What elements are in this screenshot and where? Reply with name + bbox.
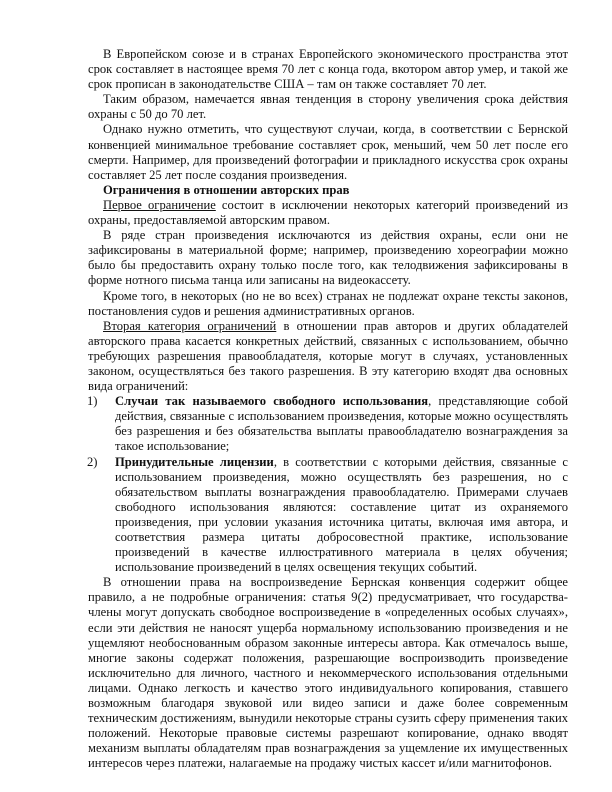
first-limitation-text: состоит в исключении некоторых категорий произведений из охраны, предоставляемой авторским правом. [88, 197, 568, 228]
list-item-text: , в соответствии с которыми действия, связанные с использованием произведения, можно осуществлять без разрешения, но с обязательством выплаты вознаграждения правообладателю. Примерами случаев свободного использования являются: составление цитат из охраняемого произведения, при условии указания источника цитаты, включая имя автора, и соответствия размера цитаты добросовестной практике, использование произведений в качестве иллюстративного материала в целях обучения; использование произведений в целях освещения текущих событий. [115, 454, 568, 575]
second-limitation-text: в отношении прав авторов и других обладателей авторского права касается конкретных действий, связанных с использованием, обычно требующих разрешения правообладателя, которые могут в случаях, установленных законом, осуществляться без такого разрешения. В эту категорию входят два основных вида ограничений: [88, 318, 568, 394]
second-limitation-term: Вторая категория ограничений [103, 318, 277, 333]
paragraph-first-limitation [88, 198, 568, 228]
list-item-number: 2) [87, 454, 98, 469]
paragraph-laws-excluded: Кроме того, в некоторых (но не во всех) странах не подлежат охране тексты законов, постановления судов и решения административных органов. [88, 288, 568, 318]
list-item-text: , представляющие собой действия, связанные с использованием произведения, которые можно осуществлять без разрешения и без обязательства выплаты правообладателю вознаграждения за такое использование; [115, 394, 568, 454]
limitations-list [88, 394, 568, 575]
section-heading: Ограничения в отношении авторских прав [103, 182, 350, 197]
paragraph-material-form: В ряде стран произведения исключаются из действия охраны, если они не зафиксированы в материальной форме; например, произведению хореографии можно было бы предоставить охрану только после того, как телодвижения зафиксированы в форме нотного письма танца или записаны на видеокассету. [88, 228, 568, 288]
first-limitation-term: Первое ограничение [103, 197, 216, 212]
list-item-number: 1) [87, 394, 98, 409]
list-item [88, 455, 568, 576]
list-item [88, 394, 568, 454]
list-item-term: Случаи так называемого свободного использования [115, 394, 429, 409]
paragraph-eu-term: В Европейском союзе и в странах Европейского экономического пространства этот срок составляет в настоящее время 70 лет с конца года, вкотором автор умер, и такой же срок прописан в законодательстве США – там он также составляет 70 лет. [88, 47, 568, 92]
paragraph-berne-exceptions: Однако нужно отметить, что существуют случаи, когда, в соответствии с Бернской конвенцией минимальное требование составляет срок, меньший, чем 50 лет после его смерти. Например, для произведений фотографии и прикладного искусства срок охраны составляет 25 лет после создания произведения. [88, 122, 568, 182]
paragraph-reproduction-right: В отношении права на воспроизведение Бернская конвенция содержит общее правило, а не подробные ограничения: статья 9(2) предусматривает, что государства-члены могут допускать свободное воспроизведение в «определенных особых случаях», если эти действия не наносят ущерба нормальному использованию произведения и не ущемляют необоснованным образом законные интересы автора. Как отмечалось выше, многие законы содержат положения, разрешающие воспроизводить произведение исключительно для личного, частного и некоммерческого использования отдельными лицами. Однако легкость и качество этого индивидуального копирования, ставшего возможным благодаря звуковой или видео записи и даже более современным техническим достижениям, вынудили некоторые страны сузить сферу применения таких положений. Некоторые правовые системы разрешают копирование, однако вводят механизм выплаты обладателям прав вознаграждения за ущемление их имущественных интересов через платежи, налагаемые на продажу чистых кассет и/или магнитофонов. [88, 575, 568, 771]
list-item-term: Принудительные лицензии [115, 454, 274, 469]
paragraph-trend: Таким образом, намечается явная тенденция в сторону увеличения срока действия охраны с 50 до 70 лет. [88, 92, 568, 122]
paragraph-second-limitation [88, 319, 568, 394]
